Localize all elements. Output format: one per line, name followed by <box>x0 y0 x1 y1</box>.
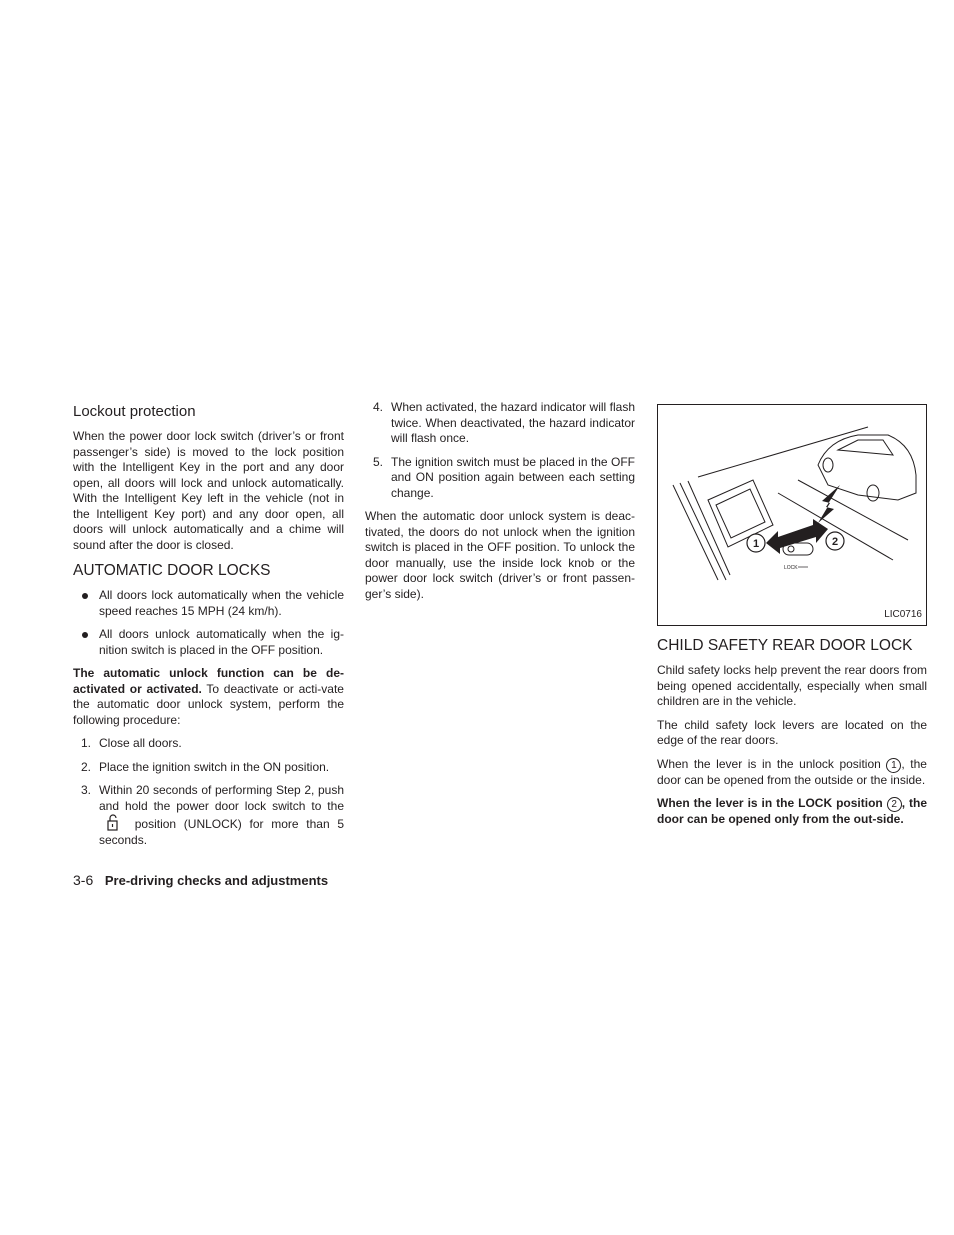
p3-text-b: , the door can be opened from the outside or the inside. <box>657 756 927 787</box>
bullet-icon <box>82 632 88 638</box>
deactivation-paragraph <box>73 666 344 728</box>
page-number: 3-6 <box>73 872 94 888</box>
deactivation-text: To deactivate or acti-vate the automatic door unlock system, perform the following procedure: <box>73 681 344 727</box>
child-safety-heading: CHILD SAFETY REAR DOOR LOCK <box>657 637 913 654</box>
step-item <box>365 455 635 502</box>
child-safety-paragraph-4 <box>657 796 927 828</box>
circled-number-1: 1 <box>886 758 901 773</box>
lock-label: LOCK <box>784 565 798 571</box>
unlock-icon <box>99 814 127 832</box>
step-number: 2. <box>81 759 92 774</box>
child-safety-paragraph-3 <box>657 757 927 789</box>
bullet-text: All doors unlock automatically when the ig-nition switch is placed in the OFF position. <box>99 627 344 657</box>
step-text: When activated, the hazard indicator will flash twice. When deactivated, the hazard indicator will flash once. <box>391 400 635 445</box>
bullet-text: All doors lock automatically when the vehicle speed reaches 15 MPH (24 km/h). <box>99 588 344 618</box>
step-number: 1. <box>81 736 92 750</box>
circled-number-2: 2 <box>887 797 902 812</box>
step-item <box>73 783 344 848</box>
figure-code: LIC0716 <box>884 608 922 620</box>
right-column <box>657 404 927 836</box>
step-text: Place the ignition switch in the ON position. <box>99 759 330 774</box>
p4-text-b: , the door can be opened only from the out-side. <box>657 796 927 826</box>
step-text: Close all doors. <box>99 736 182 750</box>
left-column <box>73 400 344 856</box>
deactivation-bold: The automatic unlock function can be de-activated or activated. <box>73 666 344 696</box>
lockout-paragraph: When the power door lock switch (driver’s or front passenger’s side) is moved to the lock position with the Intelligent Key in the port and any door open, all doors will lock and unlock automatically. With the Intelligent Key left in the vehicle (not in the Intelligent Key port) and any door open, all doors will unlock automatically and a chime will sound after the door is closed. <box>73 429 344 552</box>
step-text: Within 20 seconds of performing Step 2, push and hold the power door lock switch to the <box>99 783 344 813</box>
child-lock-drawing <box>658 405 926 625</box>
manual-unlock-paragraph: When the automatic door unlock system is deac-tivated, the doors do not unlock when the ignition switch is placed in the OFF position. To unlock the door manually, use the inside lock knob or the power door lock switch (driver’s or front passen-ger’s side). <box>365 509 635 601</box>
middle-column <box>365 400 635 610</box>
bullet-item <box>73 627 344 658</box>
step-text: The ignition switch must be placed in the OFF and ON position again between each setting change. <box>391 454 635 500</box>
lockout-heading: Lockout protection <box>73 403 196 420</box>
p4-text-a: When the lever is in the LOCK position <box>657 796 883 810</box>
child-safety-paragraph-2: The child safety lock levers are located on the edge of the rear doors. <box>657 717 927 747</box>
step-text-continued: position (UNLOCK) for more than 5 seconds. <box>99 817 344 847</box>
p3-text-a: When the lever is in the unlock position <box>657 756 881 771</box>
label-2: 2 <box>831 536 839 548</box>
bullet-item <box>73 588 344 619</box>
child-lock-illustration <box>657 404 927 626</box>
automatic-door-locks-heading: AUTOMATIC DOOR LOCKS <box>73 562 271 579</box>
step-item <box>73 736 344 752</box>
step-item <box>365 400 635 447</box>
chapter-title: Pre-driving checks and adjustments <box>104 873 329 888</box>
step-number: 4. <box>373 400 384 414</box>
label-1: 1 <box>752 538 760 550</box>
page-footer <box>73 872 328 888</box>
step-item <box>73 760 344 776</box>
bullet-icon <box>82 593 88 599</box>
step-number: 5. <box>373 454 384 469</box>
step-number: 3. <box>81 783 92 797</box>
child-safety-paragraph-1: Child safety locks help prevent the rear doors from being opened accidentally, especially when small children are in the vehicle. <box>657 663 927 708</box>
